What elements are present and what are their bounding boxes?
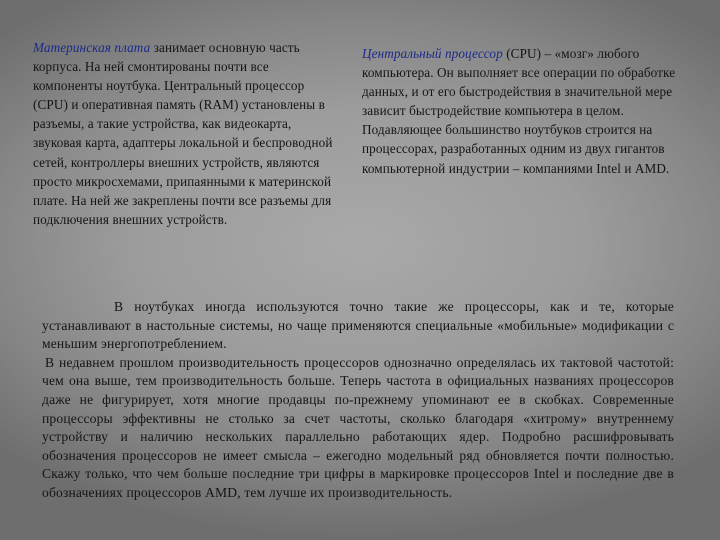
processors-text-block bbox=[42, 298, 674, 503]
cpu-term: Центральный процессор bbox=[362, 46, 503, 61]
motherboard-description: занимает основную часть корпуса. На ней смонтированы почти все компоненты ноутбука. Центральный процессор (CPU) и оперативная память (RAM) установлены в разъемы, а такие устройства, как видеокарта, звуковая карта, адаптеры локальной и беспроводной сетей, контроллеры внешних устройств, являются просто микросхемами, припаянными к материнской плате. На ней же закреплены почти все разъемы для подключения внешних устройств. bbox=[33, 40, 333, 227]
clock-speed-paragraph: В недавнем прошлом производительность процессоров однозначно определялась их тактовой частотой: чем она выше, тем производительность больше. Теперь частота в официальных названиях процессоров даже не фигурирует, хотя многие продавцы по-прежнему упоминают ее в скобках. Современные процессоры эффективны не столько за счет частоты, сколько благодаря «хитрому» внутреннему устройству и наличию нескольких параллельно работающих ядер. Подробно расшифровывать обозначения процессоров не имеет смысла – ежегодно модельный ряд обновляется почти полностью. Скажу только, что чем больше последние три цифры в маркировке процессоров Intel и последние две в обозначениях процессоров AMD, тем лучше их производительность. bbox=[42, 354, 674, 500]
motherboard-term: Материнская плата bbox=[33, 40, 151, 55]
mobile-processors-paragraph: В ноутбуках иногда используются точно такие же процессоры, как и те, которые устанавливают в настольные системы, но чаще применяются специальные «мобильные» модификации с меньшим энергопотреблением. bbox=[42, 299, 674, 352]
motherboard-text-block bbox=[33, 38, 333, 229]
cpu-description: (CPU) – «мозг» любого компьютера. Он выполняет все операции по обработке данных, и от его быстродействия в значительной мере зависит быстродействие компьютера в целом. Подавляющее большинство ноутбуков строится на процессорах, разработанных одним из двух гигантов компьютерной индустрии – компаниями Intel и AMD. bbox=[362, 46, 676, 176]
cpu-text-block bbox=[362, 44, 702, 178]
